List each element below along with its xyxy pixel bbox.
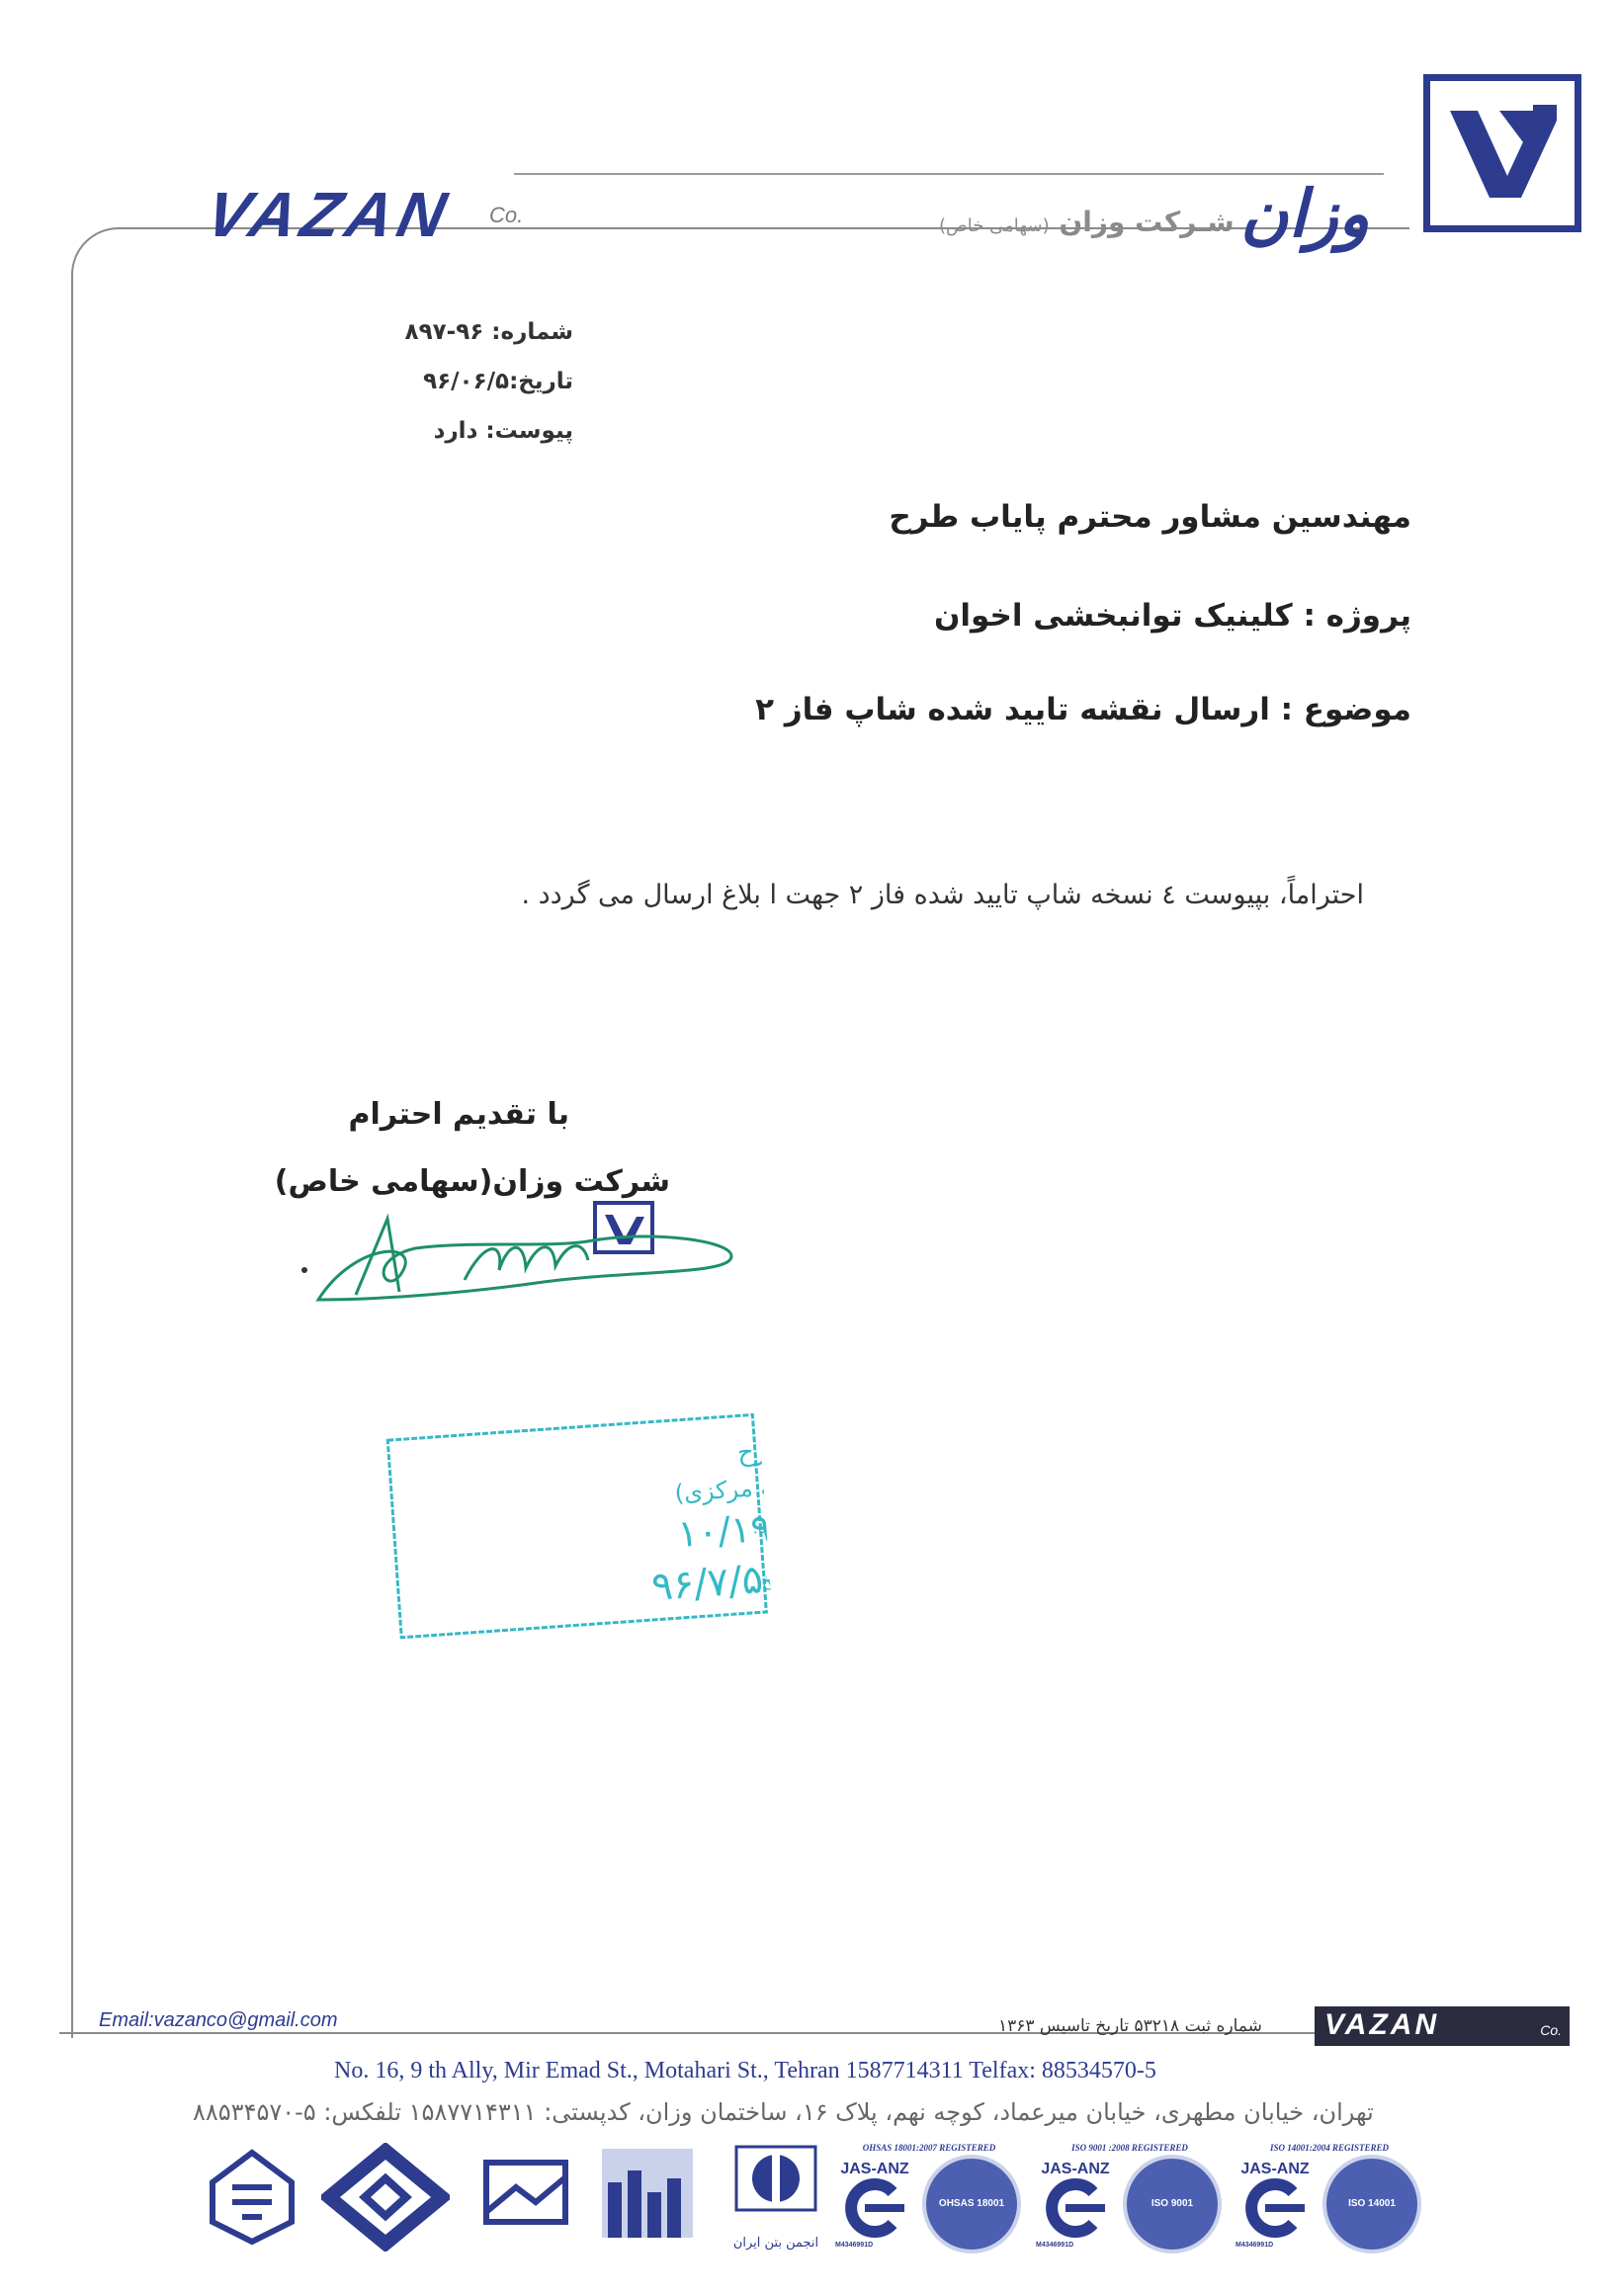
- jas-anz-c-icon: [1236, 2178, 1315, 2238]
- certificate-iso14001-seal: [1322, 2155, 1421, 2253]
- certificate-iso9001-header: ISO 9001 :2008 REGISTERED: [1071, 2143, 1188, 2153]
- addressee: مهندسین مشاور محترم پایاب طرح: [889, 499, 1411, 535]
- address-english: No. 16, 9 th Ally, Mir Emad St., Motahari St., Tehran 1587714311 Telfax: 88534570-5: [334, 2058, 1156, 2083]
- concrete-association-badge: [726, 2143, 825, 2251]
- certificate-iso14001: [1236, 2143, 1423, 2261]
- letter-number-label: شماره:: [491, 319, 573, 345]
- brand-persian-text: وزان: [1240, 177, 1370, 250]
- letter-body: احتراماً، بپیوست ٤ نسخه شاپ تایید شده فاز ۲ جهت ا بلاغ ارسال می گردد .: [521, 880, 1364, 910]
- letter-date-label: تاریخ:: [509, 369, 573, 394]
- association-3-icon: [476, 2143, 575, 2242]
- brand-latin-suffix: Co.: [489, 203, 524, 227]
- footer-logo-suffix: Co.: [1540, 2022, 1562, 2038]
- signature-drawing: [297, 1201, 741, 1310]
- stamp-number-value: ۱۰/۱۹۶-۷۸۰۳۵: [676, 1495, 773, 1556]
- letter-attachment-label: پیوست:: [485, 418, 573, 444]
- association-1-icon: [203, 2143, 301, 2252]
- certificate-iso9001: [1036, 2143, 1224, 2261]
- certificate-ohsas-body: JAS-ANZ: [840, 2160, 909, 2177]
- association-badge-1: [203, 2143, 301, 2255]
- closing-line: با تقدیم احترام: [348, 1097, 569, 1132]
- certificate-iso9001-seal: [1123, 2155, 1222, 2253]
- jas-anz-c-icon: [1036, 2178, 1115, 2238]
- address-persian: تهران، خیابان مطهری، خیابان میرعماد، کوچه نهم، پلاک ۱۶، ساختمان وزان، کدپستی: ۱۵۸۷۷۱۴۳۱۱ تلفکس: ۵-۸۸۵۳۴۵۷۰: [193, 2098, 1374, 2126]
- letter-attachment-value: دارد: [433, 418, 478, 444]
- certificate-iso14001-seal-label: ISO 14001: [1348, 2198, 1396, 2209]
- signature: [297, 1201, 741, 1314]
- stamp-subtitle: (دبیرخانه مرکزی): [673, 1467, 773, 1508]
- stamp-date-value: ۹۶/۷/۵: [649, 1557, 765, 1610]
- stamp-date-label: تاریخ:: [755, 1569, 773, 1591]
- company-logo-icon: [1430, 81, 1575, 225]
- header-rule: [514, 173, 1384, 175]
- letter-number: [405, 319, 573, 345]
- certificate-ohsas-seal-label: OHSAS 18001: [938, 2198, 1005, 2209]
- footer-logo: [1315, 2006, 1570, 2046]
- subject-line: موضوع : ارسال نقشه تایید شده شاپ فاز ۲: [755, 692, 1411, 727]
- company-type: (سهامی خاص): [939, 215, 1050, 236]
- certificate-ohsas: [835, 2143, 1023, 2261]
- project-line: پروژه : کلینیک توانبخشی اخوان: [933, 598, 1411, 634]
- letter-attachment: [434, 418, 573, 444]
- association-badge-3: [476, 2143, 575, 2246]
- concrete-association-label: انجمن بتن ایران: [732, 2236, 819, 2251]
- certificate-ohsas-seal: [922, 2155, 1021, 2253]
- stamp-number-label: شماره:: [751, 1515, 773, 1538]
- company-name-text: شـرکت وزان: [1059, 206, 1235, 238]
- association-4-icon: [598, 2143, 697, 2252]
- certificate-iso9001-seal-label: ISO 9001: [1150, 2198, 1194, 2209]
- association-badge-2: [321, 2143, 450, 2255]
- brand-persian-wordmark: [1240, 176, 1370, 252]
- company-name: [939, 206, 1235, 238]
- certificate-iso14001-body: JAS-ANZ: [1240, 2160, 1310, 2177]
- email-address[interactable]: Email:vazanco@gmail.com: [99, 2009, 338, 2031]
- association-2-icon: [321, 2143, 450, 2252]
- letter-number-value: ۹۶-۸۹۷: [404, 319, 484, 345]
- association-badge-4: [598, 2143, 697, 2255]
- signatory: شرکت وزان(سهامی خاص): [274, 1164, 670, 1199]
- brand-latin-wordmark: VAZAN: [200, 179, 459, 250]
- letter-date-value: ۹۶/۰۶/۵: [423, 369, 510, 394]
- receipt-stamp: [383, 1410, 773, 1648]
- certificate-iso9001-id: M4346991D: [1036, 2241, 1074, 2249]
- company-logo: [1423, 74, 1581, 232]
- certificate-iso14001-header: ISO 14001:2004 REGISTERED: [1269, 2143, 1390, 2153]
- certificate-ohsas-header: OHSAS 18001:2007 REGISTERED: [862, 2143, 996, 2153]
- footer-logo-text: VAZAN: [1324, 2008, 1440, 2041]
- certificate-iso9001-body: JAS-ANZ: [1041, 2160, 1110, 2177]
- receipt-stamp-graphic: [383, 1410, 773, 1644]
- certificate-ohsas-id: M4346991D: [835, 2241, 874, 2249]
- concrete-association-icon: [726, 2143, 825, 2232]
- certificate-iso14001-id: M4346991D: [1236, 2241, 1274, 2249]
- stamp-title: طرح: [736, 1435, 773, 1469]
- jas-anz-c-icon: [835, 2178, 914, 2238]
- registration-info: شماره ثبت ۵۳۲۱۸ تاریخ تاسیس ۱۳۶۳: [998, 2016, 1262, 2036]
- letter-date: [423, 369, 573, 394]
